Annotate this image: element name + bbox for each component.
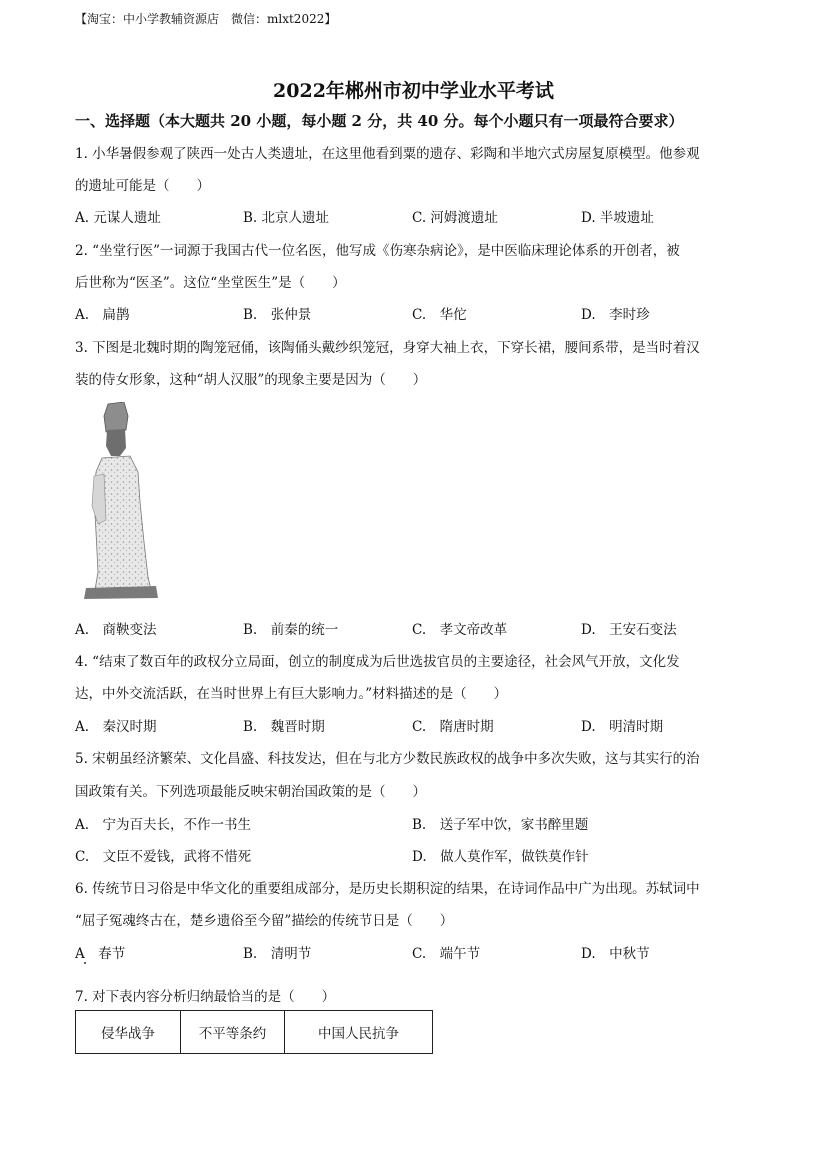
q3-option-a: A. 商鞅变法 bbox=[75, 622, 157, 638]
question-6-line-2: “屈子冤魂终古在，楚乡遗俗至今留”描绘的传统节日是（ ） bbox=[75, 913, 454, 929]
table-row bbox=[76, 1011, 433, 1054]
question-7-line-1: 7. 对下表内容分析归纳最恰当的是（ ） bbox=[75, 989, 336, 1005]
q2-option-d: D. 李时珍 bbox=[581, 307, 650, 323]
q6-option-c: C. 端午节 bbox=[412, 946, 481, 962]
q6-option-a: A 春节 bbox=[75, 946, 126, 962]
q1-option-a: A. 元谋人遗址 bbox=[75, 210, 161, 226]
page-title: 2022年郴州市初中学业水平考试 bbox=[273, 80, 554, 102]
q5-option-a: A. 宁为百夫长，不作一书生 bbox=[75, 817, 252, 833]
table-cell-aggression-wars: 侵华战争 bbox=[76, 1011, 181, 1054]
question-1-line-2: 的遗址可能是（ ） bbox=[75, 178, 210, 194]
q5-option-c: C. 文臣不爱钱，武将不惜死 bbox=[75, 849, 252, 865]
q4-option-d: D. 明清时期 bbox=[581, 719, 664, 735]
q3-option-d: D. 王安石变法 bbox=[581, 622, 677, 638]
q5-option-b: B. 送子军中饮，家书醉里题 bbox=[412, 817, 589, 833]
stray-dot bbox=[84, 962, 86, 964]
question-2-line-1: 2. “坐堂行医”一词源于我国古代一位名医，他写成《伤寒杂病论》，是中医临床理论体系的开创者，被 bbox=[75, 243, 680, 259]
q3-option-c: C. 孝文帝改革 bbox=[412, 622, 508, 638]
header-note: 【淘宝：中小学教辅资源店 微信：mlxt2022】 bbox=[75, 12, 337, 26]
question-5-line-2: 国政策有关。下列选项最能反映宋朝治国政策的是（ ） bbox=[75, 784, 426, 800]
question-6-line-1: 6. 传统节日习俗是中华文化的重要组成部分，是历史长期积淀的结果，在诗词作品中广为出现。苏轼词中 bbox=[75, 881, 700, 897]
q2-option-a: A. 扁鹊 bbox=[75, 307, 130, 323]
q4-option-a: A. 秦汉时期 bbox=[75, 719, 157, 735]
section-heading: 一、选择题（本大题共 20 小题，每小题 2 分，共 40 分。每个小题只有一项最符合要求） bbox=[75, 112, 684, 130]
question-1-line-1: 1. 小华暑假参观了陕西一处古人类遗址，在这里他看到粟的遗存、彩陶和半地穴式房屋复原模型。他参观 bbox=[75, 146, 700, 162]
q4-option-c: C. 隋唐时期 bbox=[412, 719, 494, 735]
q1-option-b: B. 北京人遗址 bbox=[243, 210, 330, 226]
q1-option-d: D. 半坡遗址 bbox=[581, 210, 654, 226]
q5-option-d: D. 做人莫作军，做铁莫作针 bbox=[412, 849, 589, 865]
q1-option-c: C. 河姆渡遗址 bbox=[412, 210, 498, 226]
q2-option-b: B. 张仲景 bbox=[243, 307, 312, 323]
question-4-line-2: 达，中外交流活跃，在当时世界上有巨大影响力。”材料描述的是（ ） bbox=[75, 686, 508, 702]
q4-option-b: B. 魏晋时期 bbox=[243, 719, 325, 735]
question-5-line-1: 5. 宋朝虽经济繁荣、文化昌盛、科技发达，但在与北方少数民族政权的战争中多次失败，这与其实行的治 bbox=[75, 751, 700, 767]
q6-option-b: B. 清明节 bbox=[243, 946, 312, 962]
q3-option-b: B. 前秦的统一 bbox=[243, 622, 339, 638]
q2-option-c: C. 华佗 bbox=[412, 307, 467, 323]
question-3-line-1: 3. 下图是北魏时期的陶笼冠俑，该陶俑头戴纱织笼冠，身穿大袖上衣，下穿长裙，腰间系带，是当时着汉 bbox=[75, 340, 700, 356]
pottery-figurine-image bbox=[80, 402, 162, 600]
question-4-line-1: 4. “结束了数百年的政权分立局面，创立的制度成为后世选拔官员的主要途径，社会风气开放，文化发 bbox=[75, 654, 680, 670]
q6-option-d: D. 中秋节 bbox=[581, 946, 650, 962]
table-cell-people-resistance: 中国人民抗争 bbox=[285, 1011, 433, 1054]
question-2-line-2: 后世称为“医圣”。这位“坐堂医生”是（ ） bbox=[75, 275, 346, 291]
question-3-line-2: 装的侍女形象，这种“胡人汉服”的现象主要是因为（ ） bbox=[75, 372, 427, 388]
table-cell-unequal-treaties: 不平等条约 bbox=[181, 1011, 285, 1054]
q7-table bbox=[75, 1010, 433, 1054]
